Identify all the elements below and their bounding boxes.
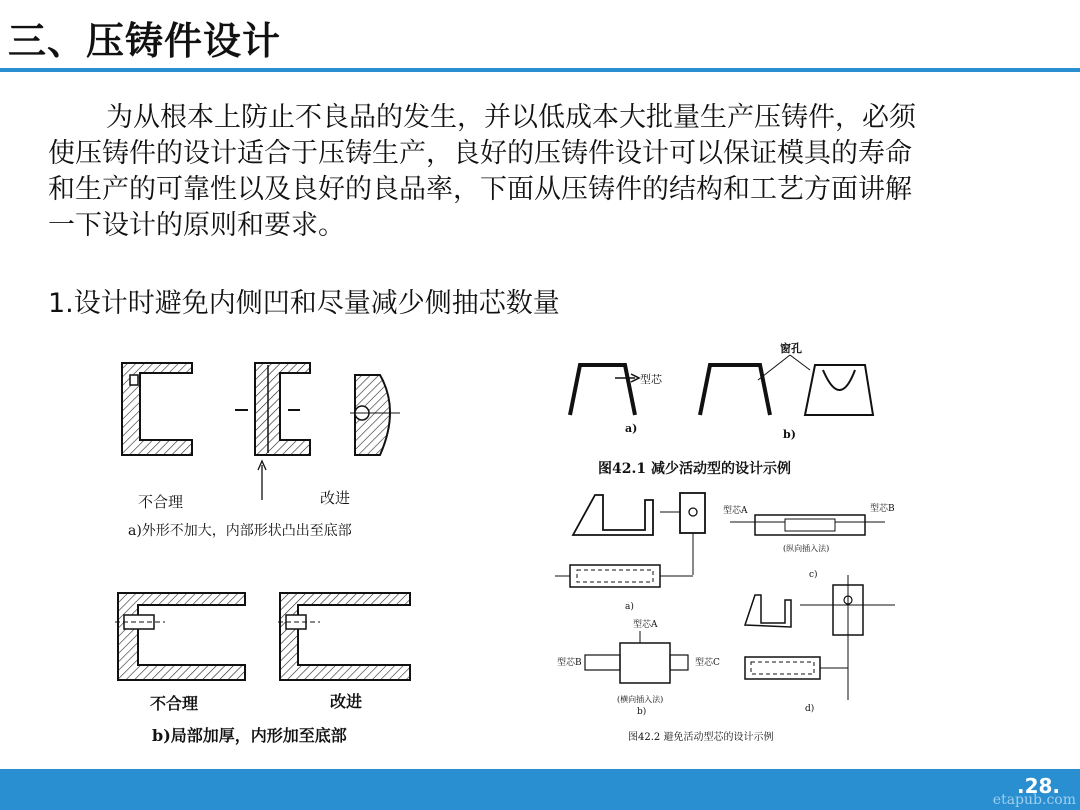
paragraph-line: 使压铸件的设计适合于压铸生产，良好的压铸件设计可以保证模具的寿命 — [48, 138, 912, 169]
figure-42-1-caption: 图42.1 减少活动型的设计示例 — [598, 461, 791, 477]
window-hole-label: 窗孔 — [780, 342, 802, 355]
figure-caption: b)局部加厚，内形加至底部 — [152, 726, 347, 745]
subfigure-b: b) — [637, 707, 647, 717]
figure-42-2-caption: 图42.2 避免活动型芯的设计示例 — [628, 732, 774, 743]
thickening-drawing — [110, 585, 440, 755]
subfigure-d: d) — [805, 704, 815, 714]
figure-caption: a)外形不加大，内部形状凸出至底部 — [128, 523, 352, 539]
page-number: .28. — [1016, 774, 1060, 798]
figure-undercut-avoid — [110, 355, 430, 545]
watermark-text: etapub.com — [992, 792, 1076, 808]
section-subheading: 1.设计时避免内侧凹和尽量减少侧抽芯数量 — [48, 288, 560, 319]
label-bad: 不合理 — [138, 493, 184, 511]
page-title: 三、压铸件设计 — [8, 19, 282, 63]
core-b-label-b: 型芯B — [557, 658, 582, 668]
subfigure-a: a) — [625, 422, 638, 435]
longitudinal-label: (纵向插入法) — [783, 544, 830, 553]
figure-42-2 — [555, 485, 900, 725]
core-a-label: 型芯A — [723, 506, 748, 516]
subfigure-b: b) — [783, 428, 796, 441]
fig-42-2-drawing — [555, 485, 900, 725]
label-bad: 不合理 — [150, 694, 199, 713]
subfigure-c: c) — [809, 570, 818, 580]
title-divider — [0, 68, 1080, 72]
paragraph-line: 为从根本上防止不良品的发生，并以低成本大批量生产压铸件，必须 — [106, 102, 916, 133]
label-good: 改进 — [320, 489, 351, 507]
core-b-label: 型芯B — [870, 504, 895, 514]
core-a-label-b: 型芯A — [633, 620, 658, 630]
paragraph-line: 和生产的可靠性以及良好的良品率，下面从压铸件的结构和工艺方面讲解 — [48, 174, 912, 205]
footer-bar — [0, 769, 1080, 810]
figure-local-thickening — [110, 585, 440, 755]
undercut-drawing — [110, 355, 430, 545]
label-good: 改进 — [330, 692, 363, 711]
transverse-label: (横向插入法) — [617, 695, 664, 704]
paragraph-line: 一下设计的原则和要求。 — [48, 210, 345, 241]
core-label: 型芯 — [640, 373, 662, 386]
core-c-label: 型芯C — [695, 658, 720, 668]
intro-paragraph — [48, 100, 1038, 244]
subfigure-a: a) — [625, 602, 634, 612]
